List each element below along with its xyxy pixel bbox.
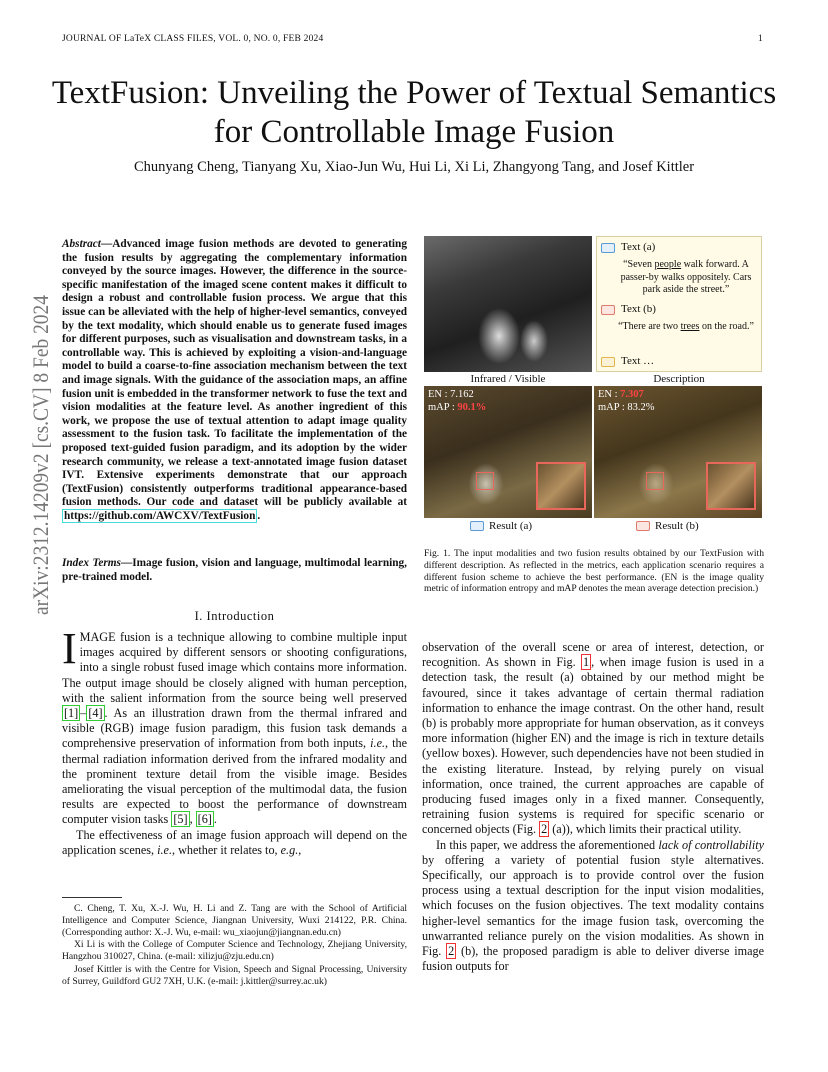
figure-ref-link[interactable]: 2: [541, 822, 548, 837]
footnote: Xi Li is with the College of Computer Science and Technology, Zhejiang University, Hangzhou 310027, China. (e-mail: xilizju@zju.edu.cn): [62, 939, 407, 963]
en-label: EN :: [598, 389, 621, 400]
result-a-map: 90.1%: [457, 402, 487, 413]
zoom-inset: [536, 462, 586, 510]
intro-text-c: , the thermal radiation information derived from the infrared modality and the prominent texture detail from the visible image. Besides ameliorating the visual perception of the multimodal data, the fusion results are expected to boost the performance of downstream computer vision tasks: [62, 736, 408, 827]
zoom-inset: [706, 462, 756, 510]
text-b-keyword: trees: [680, 321, 700, 332]
abstract-body: —Advanced image fusion methods are devoted to generating the fusion results by aggregating the complementary information conveyed by the source images. However, the difference in the source-specific manifestation of the imaged scene content makes it difficult to design a robust and controllable fusion process. We argue that this issue can be alleviated with the help of higher-level semantics, conveyed by the text modality, which should enable us to generate fused images for different purposes, such as visualisation and downstream tasks, in a controllable way. This is achieved by exploiting a vision-and-language model to build a coarse-to-fine association mechanism between the text and image signals. With the guidance of the association maps, an affine fusion unit is embedded in the transformer network to fuse the text and vision modalities at the feature level. As another ingredient of this work, we propose the use of textual attention to adapt image quality assessment to the fusion task. To facilitate the implementation of the proposed text-guided fusion paradigm, and its adoption by the wider research community, we release a text-annotated image fusion dataset IVT. Extensive experiments demonstrate that our approach (TextFusion) consistently outperforms traditional appearance-based fusion methods. Our code and dataset will be publicly available at: [62, 238, 407, 509]
text-b-label: Text (b): [621, 303, 656, 315]
citation-dash: –: [80, 706, 87, 721]
citation-comma: ,: [189, 812, 196, 827]
map-label: mAP :: [598, 402, 628, 413]
result-b-image: [594, 386, 762, 518]
intro-ie2: i.e.: [157, 842, 172, 857]
index-terms-body: —Image fusion, vision and language, multimodal learning, pre-trained model.: [62, 557, 407, 583]
figure-1: [424, 236, 762, 536]
index-terms-lead: Index Terms: [62, 557, 121, 569]
result-a-image: [424, 386, 592, 518]
intro-p2-a: The effectiveness of an image fusion approach will depend on the application scenes,: [62, 827, 407, 857]
text-b-icon: [601, 305, 615, 315]
intro-ie: i.e.: [370, 736, 386, 751]
roi-box: [646, 472, 664, 490]
text-b-header: [601, 303, 656, 316]
right-p1-b: , when image fusion is used in a detection task, the result (a) obtained by our method might be favoured, since it takes advantage of certain thermal radiation information to enhance the image contrast. On the other hand, result (b) is probably more appropriate for human observation, as it conveys more information (higher EN) and the image is rich in texture details (yellow boxes). However, such dependencies have not been studied in the existing literature. Instead, by relying purely on visual information, once trained, the current approaches are capable of producing fused images only in a fixed manner. Consequently, retraining fusion systems is required for specific scenario or concerned objects (Fig.: [422, 655, 764, 837]
text-a-quote-1: “Seven: [623, 259, 655, 270]
label-description: Description: [653, 373, 705, 385]
arxiv-stamp-text: arXiv:2312.14209v2 [cs.CV] 8 Feb 2024: [28, 290, 53, 615]
intro-eg: e.g.: [280, 842, 299, 857]
intro-text-b: . As an illustration drawn from the thermal infrared and visible (RGB) image fusion paradigm, this fusion task demands a comprehensive preservation of information from both inputs,: [62, 706, 407, 751]
text-b-quote-1: “There are two: [618, 321, 681, 332]
author-list: Chunyang Cheng, Tianyang Xu, Xiao-Jun Wu, Hui Li, Xi Li, Zhangyong Tang, and Josef Kittler: [133, 159, 695, 175]
intro-p2-b: , whether it relates to,: [172, 842, 281, 857]
text-more-label: Text …: [621, 355, 655, 367]
abstract-tail: .: [257, 509, 261, 522]
footnote-rule: [62, 897, 122, 898]
result-b-label: [636, 520, 699, 532]
right-p2-emphasis: lack of controllability: [658, 837, 765, 852]
result-a-label: [470, 520, 532, 532]
result-a-icon: [470, 521, 484, 531]
footnote: C. Cheng, T. Xu, X.-J. Wu, H. Li and Z. Tang are with the School of Artificial Intelligence and Computer Science, Jiangnan University, Wuxi 214122, P.R. China. (Corresponding author: X.-J. Wu, e-mail: wu_xiaojun@jiangnan.edu.cn): [62, 903, 407, 938]
right-column-text: [422, 640, 764, 974]
en-label: EN :: [428, 389, 451, 400]
map-label: mAP :: [428, 402, 458, 413]
result-a-metrics: [428, 388, 486, 414]
running-header: JOURNAL OF LaTeX CLASS FILES, VOL. 0, NO. 0, FEB 2024: [62, 34, 324, 44]
right-p1-c: (a)), which limits their practical utility.: [549, 822, 742, 837]
result-a-en: 7.162: [450, 389, 474, 400]
text-a-header: [601, 241, 655, 254]
roi-box: [476, 472, 494, 490]
citation-link[interactable]: [4]: [88, 706, 103, 721]
text-a-label: Text (a): [621, 241, 656, 253]
footnotes: [62, 903, 407, 989]
right-p2-b: by offering a variety of potential fusion style alternatives. Specifically, our approach is to provide control over the fusion process using a textual description for the input vision modalities, which focuses on the fusion objectives. The text modality contains higher-level semantics for the image fusion task, overcoming the unwarranted reliance purely on the vision modalities. As shown in Fig.: [422, 852, 764, 959]
right-p2-c: (b), the proposed paradigm is able to deliver diverse image fusion outputs for: [422, 944, 764, 974]
citation-link[interactable]: [6]: [197, 812, 212, 827]
result-b-map: 83.2%: [627, 402, 655, 413]
citation-link[interactable]: [5]: [173, 812, 188, 827]
text-b-quote: [613, 321, 759, 334]
intro-text-a: MAGE fusion is a technique allowing to combine multiple input images acquired by different sensors or shooting configurations, into a single robust fused image which contains more information. The output image should be closely aligned with human perception, with the salient information from the source being well preserved: [62, 630, 407, 705]
right-p2-a: In this paper, we address the aforementioned: [436, 837, 659, 852]
drop-cap: I: [62, 624, 77, 673]
figure-ref-link[interactable]: 1: [583, 655, 590, 670]
section-heading: I. Introduction: [194, 609, 275, 623]
footnote: Josef Kittler is with the Centre for Vision, Speech and Signal Processing, University of Surrey, Guildford GU2 7XH, U.K. (e-mail: j.kittler@surrey.ac.uk): [62, 963, 407, 987]
right-p1-a: observation of the overall scene or area of interest, detection, or recognition. As shown in Fig.: [422, 640, 764, 670]
abstract: [62, 238, 407, 523]
text-description-box: [596, 236, 762, 372]
result-b-icon: [636, 521, 650, 531]
arxiv-stamp: [6, 290, 66, 620]
infrared-visible-image: [424, 236, 592, 372]
figure-ref-link[interactable]: 2: [448, 944, 455, 959]
figure-caption: Fig. 1. The input modalities and two fusion results obtained by our TextFusion with different description. As reflected in the metrics, each application scenario requires a different fusion scheme to achieve the best performance. (EN is the image quality metric of information entropy and mAP denotes the mean average detection precision.): [424, 548, 764, 595]
result-a-text: Result (a): [489, 520, 533, 532]
page-number: 1: [758, 34, 763, 44]
paper-title: TextFusion: Unveiling the Power of Textual Semantics for Controllable Image Fusion: [51, 75, 777, 150]
index-terms: [62, 557, 407, 584]
result-b-en: 7.307: [620, 389, 644, 400]
text-a-quote-2: walk forward. A passer-by walks oppositely. Cars park aside the street.”: [620, 259, 752, 295]
code-link[interactable]: https://github.com/AWCXV/TextFusion: [64, 509, 256, 522]
result-b-text: Result (b): [655, 520, 699, 532]
text-a-quote: [613, 259, 759, 297]
text-b-quote-2: on the road.”: [699, 321, 754, 332]
label-infrared-visible: Infrared / Visible: [470, 373, 546, 385]
text-more-icon: [601, 357, 615, 367]
intro-p2-c: ,: [298, 842, 302, 857]
intro-text: [62, 624, 408, 858]
text-a-keyword: people: [654, 259, 682, 270]
abstract-lead: Abstract: [62, 238, 101, 250]
text-more-header: [601, 355, 654, 368]
result-b-metrics: [598, 388, 655, 414]
intro-text-d: .: [213, 812, 217, 827]
text-a-icon: [601, 243, 615, 253]
citation-link[interactable]: [1]: [64, 706, 79, 721]
